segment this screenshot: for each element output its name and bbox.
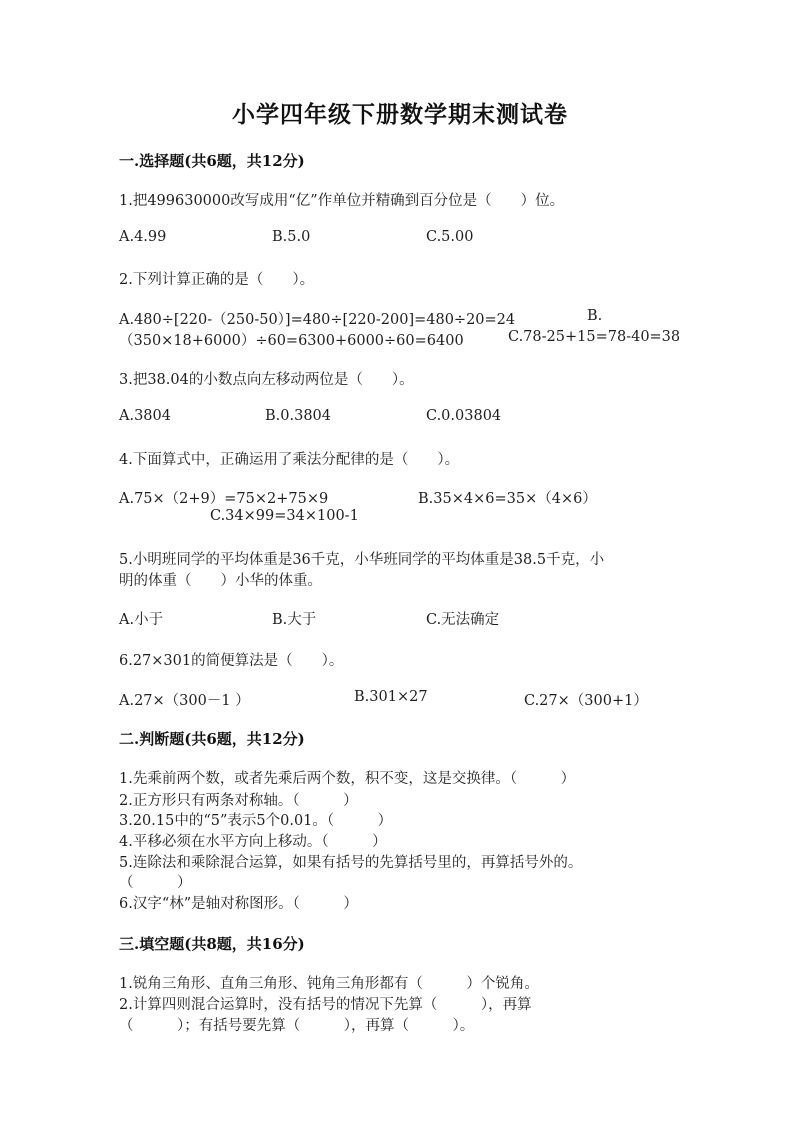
section-heading-judge: 二.判断题(共6题，共12分) bbox=[119, 730, 305, 748]
judge-question-5-line2: （ ） bbox=[119, 875, 192, 891]
judge-question-1: 1.先乘前两个数，或者先乘后两个数，积不变，这是交换律。（ ） bbox=[119, 771, 576, 787]
judge-question-6: 6.汉字“林”是轴对称图形。（ ） bbox=[119, 896, 358, 912]
choice-q2-option-a: A.480÷[220-（250-50）]=480÷[220-200]=480÷20=24 bbox=[119, 312, 516, 328]
choice-q1-option-b: B.5.0 bbox=[272, 229, 311, 245]
choice-q4-option-b: B.35×4×6=35×（4×6） bbox=[418, 491, 597, 507]
choice-q6-option-b: B.301×27 bbox=[354, 689, 428, 705]
choice-q5-option-c: C.无法确定 bbox=[426, 612, 500, 628]
choice-q1-option-a: A.4.99 bbox=[119, 229, 167, 245]
choice-q6-option-a: A.27×（300－1 ） bbox=[119, 693, 250, 709]
judge-question-3: 3.20.15中的“5”表示5个0.01。（ ） bbox=[119, 813, 393, 829]
choice-q3-option-b: B.0.3804 bbox=[265, 408, 332, 424]
fill-question-2-line2: （ ）；有括号要先算（ ），再算（ ）。 bbox=[119, 1018, 475, 1034]
choice-q5-option-b: B.大于 bbox=[272, 612, 317, 628]
choice-q1-option-c: C.5.00 bbox=[426, 229, 474, 245]
page-title: 小学四年级下册数学期末测试卷 bbox=[232, 101, 568, 128]
fill-question-2-line1: 2.计算四则混合运算时，没有括号的情况下先算（ ），再算 bbox=[119, 997, 532, 1013]
choice-question-5-line1: 5.小明班同学的平均体重是36千克，小华班同学的平均体重是38.5千克，小 bbox=[119, 552, 605, 568]
choice-question-3: 3.把38.04的小数点向左移动两位是（ ）。 bbox=[119, 372, 414, 388]
choice-q3-option-c: C.0.03804 bbox=[426, 408, 502, 424]
choice-q4-option-a: A.75×（2+9）=75×2+75×9 bbox=[119, 491, 329, 507]
judge-question-2: 2.正方形只有两条对称轴。（ ） bbox=[119, 793, 358, 809]
choice-question-6: 6.27×301的简便算法是（ ）。 bbox=[119, 653, 344, 669]
choice-q3-option-a: A.3804 bbox=[119, 408, 171, 424]
choice-q2-option-b: （350×18+6000）÷60=6300+6000÷60=6400 bbox=[119, 333, 464, 349]
judge-question-4: 4.平移必须在水平方向上移动。（ ） bbox=[119, 834, 387, 850]
fill-question-1: 1.锐角三角形、直角三角形、钝角三角形都有（ ）个锐角。 bbox=[119, 976, 539, 992]
choice-question-1: 1.把499630000改写成用“亿”作单位并精确到百分位是（ ）位。 bbox=[119, 193, 565, 209]
section-heading-choice: 一.选择题(共6题，共12分) bbox=[119, 152, 305, 170]
choice-question-2: 2.下列计算正确的是（ ）。 bbox=[119, 272, 315, 288]
choice-q2-option-b-label: B. bbox=[587, 308, 603, 324]
choice-question-4: 4.下面算式中，正确运用了乘法分配律的是（ ）。 bbox=[119, 452, 460, 468]
judge-question-5-line1: 5.连除法和乘除混合运算，如果有括号的先算括号里的，再算括号外的。 bbox=[119, 855, 583, 871]
choice-q5-option-a: A.小于 bbox=[119, 612, 164, 628]
choice-q6-option-c: C.27×（300+1） bbox=[524, 693, 648, 709]
choice-question-5-line2: 明的体重（ ）小华的体重。 bbox=[119, 573, 322, 589]
choice-q4-option-c: C.34×99=34×100-1 bbox=[210, 508, 359, 524]
choice-q2-option-c: C.78-25+15=78-40=38 bbox=[508, 329, 681, 345]
section-heading-fill: 三.填空题(共8题，共16分) bbox=[119, 935, 305, 953]
